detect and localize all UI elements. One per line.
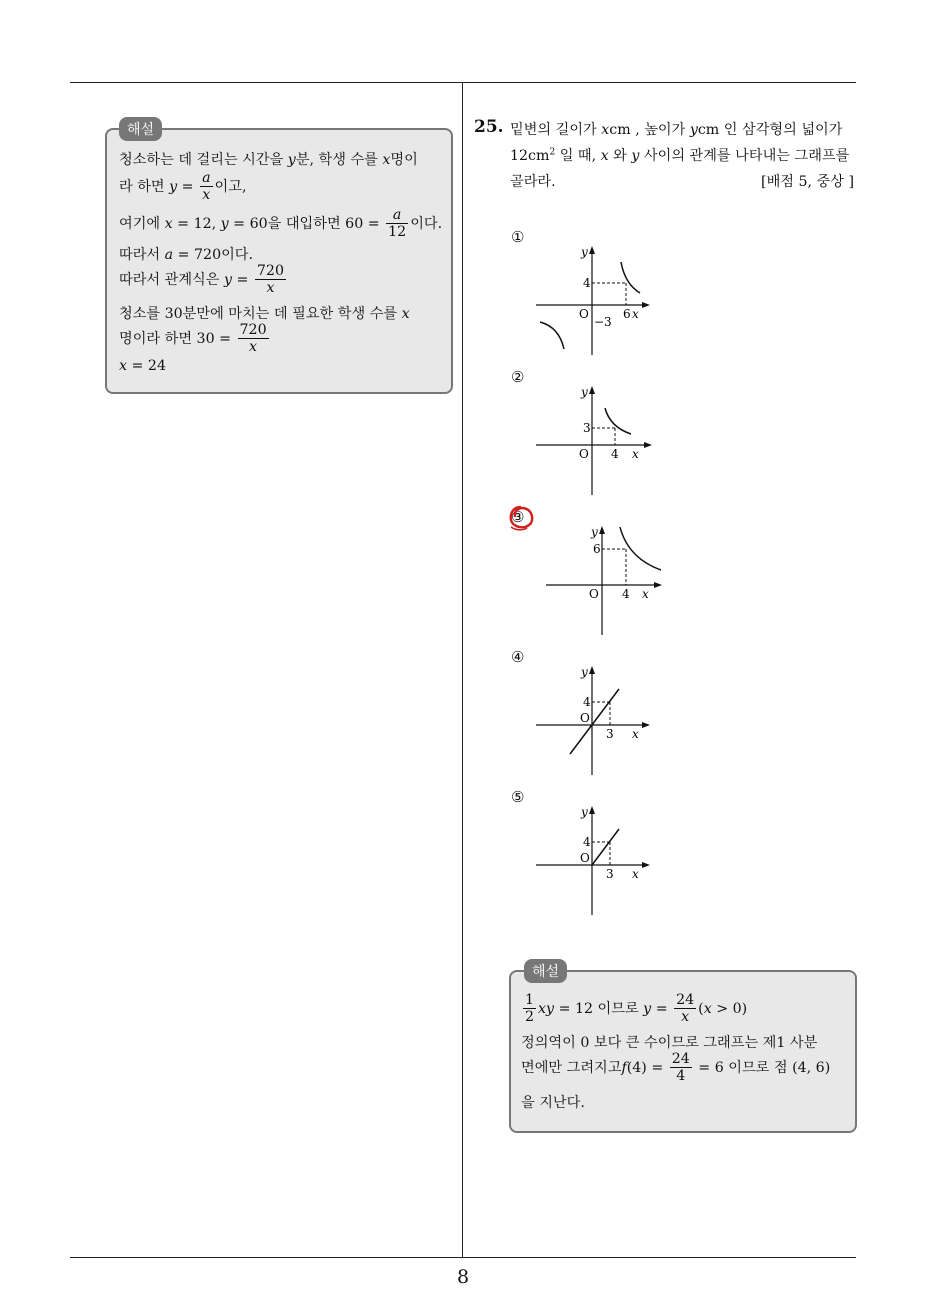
graph-choice-1 <box>530 240 670 360</box>
fraction: $\frac{a}{12}$ <box>388 207 407 241</box>
graph-choice-5 <box>530 800 670 920</box>
y-tick-label: 3 <box>583 421 591 435</box>
y-axis-label: y <box>581 385 588 399</box>
origin-label: O <box>579 447 589 461</box>
x-axis-label: x <box>642 587 649 601</box>
y-tick-label: 4 <box>583 276 591 290</box>
question-line-2: $12cm^2$ 일 때, x 와 y 사이의 관계를 나타내는 그래프를 <box>510 147 850 164</box>
x-axis-label: x <box>632 307 639 321</box>
right-solution-tag: 해설 <box>524 959 567 983</box>
origin-label: O <box>580 851 590 865</box>
x-axis-arrow <box>654 582 662 588</box>
origin-label: O <box>589 587 599 601</box>
origin-label: O <box>579 307 589 321</box>
choice-label-5[interactable]: ⑤ <box>511 788 525 806</box>
question-number: 25. <box>474 117 504 137</box>
question-line-3: 골라라. [배점 5, 중상 ] <box>510 171 854 191</box>
x-tick-label: 4 <box>622 587 630 601</box>
left-solution-line-2: 라 하면 y = $\frac{a}{x}$ 이고, <box>119 170 247 204</box>
x-axis-label: x <box>632 727 639 741</box>
left-solution-line-8: x = 24 <box>119 358 166 374</box>
y-axis-arrow <box>589 246 595 254</box>
y-tick-label: 4 <box>583 695 591 709</box>
top-rule <box>70 82 856 83</box>
origin-label: O <box>580 711 590 725</box>
right-solution-line-2: 정의역이 0 보다 큰 수이므로 그래프는 제1 사분 <box>521 1035 818 1051</box>
x-axis-arrow <box>642 722 650 728</box>
fraction: $\frac{720}{x}$ <box>256 263 284 297</box>
y-tick-label: 4 <box>583 835 591 849</box>
x-tick-label: 3 <box>606 867 614 881</box>
neg-tick-label: −3 <box>594 315 612 329</box>
choice-label-4[interactable]: ④ <box>511 648 525 666</box>
x-axis-label: x <box>632 867 639 881</box>
left-solution-line-4: 따라서 a = 720이다. <box>119 247 254 263</box>
y-axis-label: y <box>581 665 588 679</box>
graph-choice-2 <box>530 380 670 500</box>
column-divider <box>462 83 463 1258</box>
x-tick-label: 6 <box>623 307 631 321</box>
answer-mark-stroke <box>511 507 532 527</box>
x-axis-arrow <box>644 442 652 448</box>
graph-choice-4 <box>530 660 670 780</box>
choice-label-1[interactable]: ① <box>511 228 525 246</box>
page-number: 8 <box>456 1266 470 1288</box>
choice-label-2[interactable]: ② <box>511 368 525 386</box>
left-solution-line-5: 따라서 관계식은 y = $\frac{720}{x}$ <box>119 263 284 297</box>
right-solution-line-1: $\frac{1}{2}$ xy = 12 이므로 y = $\frac{24}{x}$ (x > 0) <box>525 992 748 1026</box>
linear-line <box>570 689 619 754</box>
graph-choice-3 <box>540 520 680 640</box>
x-axis-label: x <box>632 447 639 461</box>
left-solution-line-7: 명이라 하면 30 = $\frac{720}{x}$ <box>119 322 267 356</box>
hyperbola-branch-positive <box>621 262 640 293</box>
y-axis-label: y <box>581 245 588 259</box>
hyperbola-branch-positive <box>605 408 631 434</box>
fraction: $\frac{1}{2}$ <box>525 992 535 1026</box>
hyperbola-branch-positive <box>620 527 661 570</box>
hyperbola-branch-negative <box>540 322 564 349</box>
y-axis-label: y <box>581 805 588 819</box>
question-line-1: 밑변의 길이가 xcm , 높이가 ycm 인 삼각형의 넓이가 <box>510 122 843 138</box>
bottom-rule <box>70 1257 856 1258</box>
x-axis-arrow <box>642 302 650 308</box>
linear-line <box>592 829 619 865</box>
left-solution-line-3: 여기에 x = 12, y = 60을 대입하면 60 = $\frac{a}{12}$ 이다. <box>119 207 443 241</box>
y-tick-label: 6 <box>593 542 601 556</box>
x-tick-label: 4 <box>611 447 619 461</box>
right-solution-line-4: 을 지난다. <box>521 1095 585 1111</box>
left-solution-tag: 해설 <box>119 117 162 141</box>
y-axis-label: y <box>591 525 598 539</box>
fraction: $\frac{a}{x}$ <box>202 170 211 204</box>
answer-mark-icon <box>506 503 536 533</box>
x-axis-arrow <box>642 862 650 868</box>
fraction: $\frac{24}{4}$ <box>671 1051 690 1085</box>
fraction: $\frac{24}{x}$ <box>676 992 695 1026</box>
y-axis-arrow <box>589 666 595 674</box>
y-axis-arrow <box>589 386 595 394</box>
fraction: $\frac{720}{x}$ <box>239 322 267 356</box>
choice-label-3[interactable]: ③ <box>511 508 525 526</box>
score-label: [배점 5, 중상 ] <box>761 174 854 190</box>
y-axis-arrow <box>599 526 605 534</box>
right-solution-line-3: 면에만 그려지고f(4) = $\frac{24}{4}$ = 6 이므로 점 (4, 6) <box>521 1051 831 1085</box>
y-axis-arrow <box>589 806 595 814</box>
x-tick-label: 3 <box>606 727 614 741</box>
left-solution-line-1: 청소하는 데 걸리는 시간을 y분, 학생 수를 x명이 <box>119 152 418 168</box>
left-solution-line-6: 청소를 30분만에 마치는 데 필요한 학생 수를 x <box>119 306 410 322</box>
